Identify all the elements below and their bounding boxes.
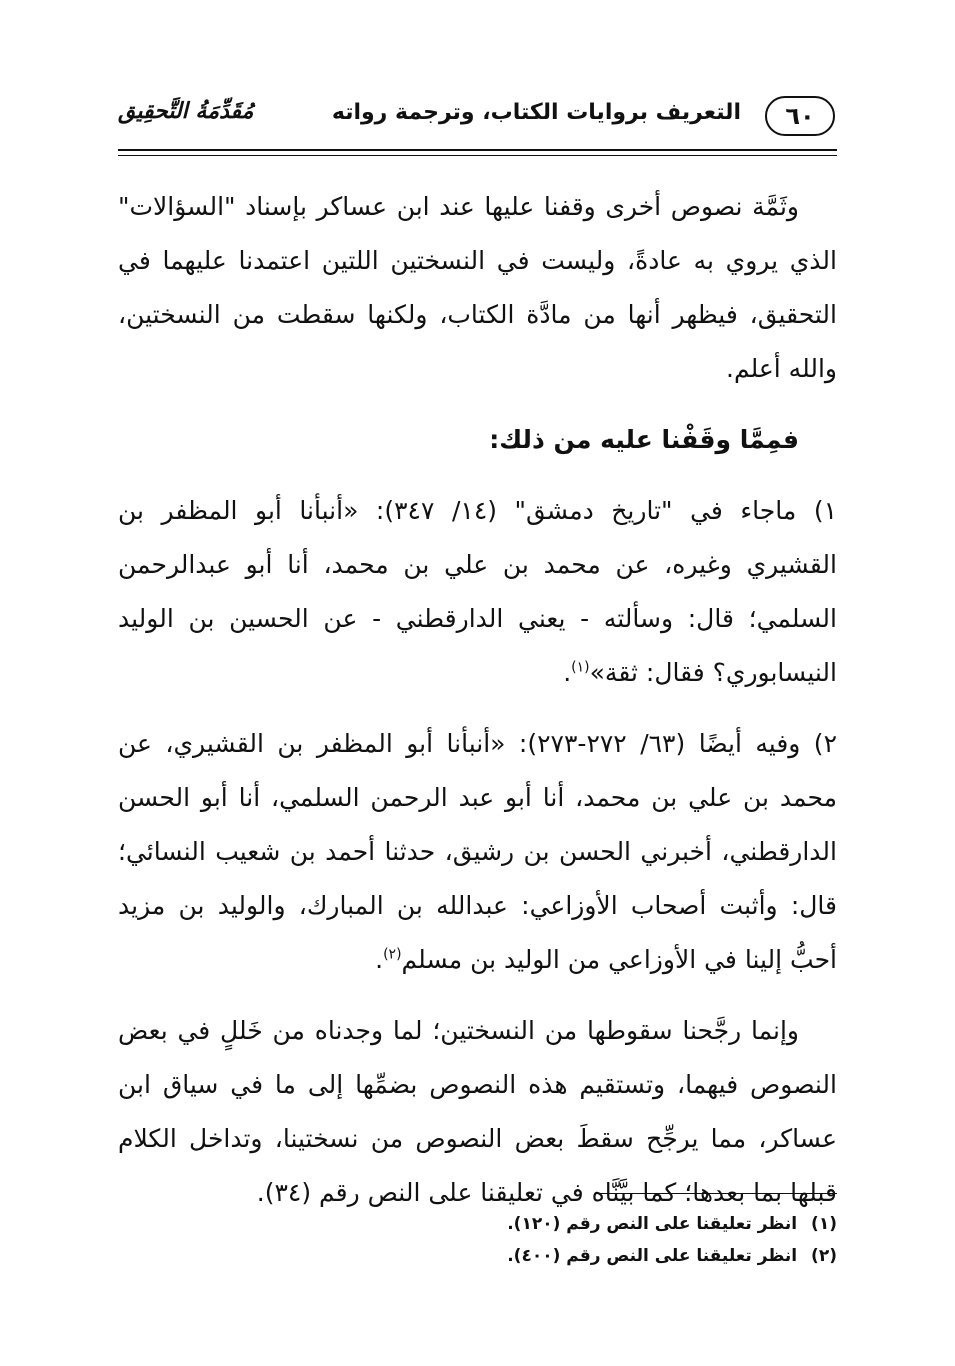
main-text <box>118 180 837 1237</box>
footnote-text: انظر تعليقنا على النص رقم (٤٠٠). <box>507 1246 798 1266</box>
footnote-number: (٢) <box>811 1246 837 1266</box>
item-1-end: . <box>563 658 572 687</box>
header-rule-thick <box>118 149 837 151</box>
footnote-ref-2: (٢) <box>383 946 402 963</box>
section-heading: فمِمَّا وقَفْنا عليه من ذلك: <box>489 425 799 454</box>
footnote-separator <box>599 1193 837 1194</box>
footnote <box>118 1208 837 1240</box>
footnote-text: انظر تعليقنا على النص رقم (١٢٠). <box>507 1214 798 1234</box>
paragraph-conclusion: وإنما رجَّحنا سقوطها من النسختين؛ لما وجدناه من خَللٍ في بعض النصوص فيهما، وتستقيم هذه النصوص بضمِّها إلى ما في سياق ابن عساكر، مما يرجِّح سقطَ بعض النصوص من نسختينا، وتداخل الكلام قبلها بما بعدها؛ كما بيَّنَّاه في تعليقنا على النص رقم (٣٤). <box>118 1016 837 1207</box>
footnote-number: (١) <box>811 1214 837 1234</box>
paragraph-item-2 <box>118 717 837 987</box>
footnote-ref-1: (١) <box>571 659 590 676</box>
running-title: التعريف بروايات الكتاب، وترجمة رواته <box>331 100 741 125</box>
paragraph-item-1 <box>118 484 837 700</box>
item-2-text: ٢) وفيه أيضًا (٦٣/ ٢٧٢-٢٧٣): «أنبأنا أبو المظفر بن القشيري، عن محمد بن علي بن محمد، أنا أبو عبد الرحمن السلمي، أنا أبو الحسن الدارقطني، أخبرني الحسن بن رشيق، حدثنا أحمد بن شعيب النسائي؛ قال: وأثبت أصحاب الأوزاعي: عبدالله بن المبارك، والوليد بن مزيد أحبُّ إلينا في الأوزاعي من الوليد بن مسلم <box>118 729 837 974</box>
page-header <box>118 96 837 146</box>
book-title: مُقَدِّمَةُ التَّحقِيق <box>118 98 254 124</box>
page-number: ٦٠ <box>765 96 835 136</box>
footnotes <box>118 1208 837 1272</box>
footnote <box>118 1240 837 1272</box>
item-1-text: ١) ماجاء في "تاريخ دمشق" (١٤/ ٣٤٧): «أنبأنا أبو المظفر بن القشيري وغيره، عن محمد بن علي بن محمد، أنا أبو عبدالرحمن السلمي؛ قال: وسألته - يعني الدارقطني - عن الحسين بن الوليد النيسابوري؟ فقال: ثقة» <box>118 496 838 687</box>
item-2-end: . <box>375 945 384 974</box>
header-rule-thin <box>118 155 837 156</box>
paragraph-intro: وثَمَّة نصوص أخرى وقفنا عليها عند ابن عساكر بإسناد "السؤالات" الذي يروي به عادةً، وليست في النسختين اللتين اعتمدنا عليهما في التحقيق، فيظهر أنها من مادَّة الكتاب، ولكنها سقطت من النسختين، والله أعلم. <box>118 192 837 383</box>
